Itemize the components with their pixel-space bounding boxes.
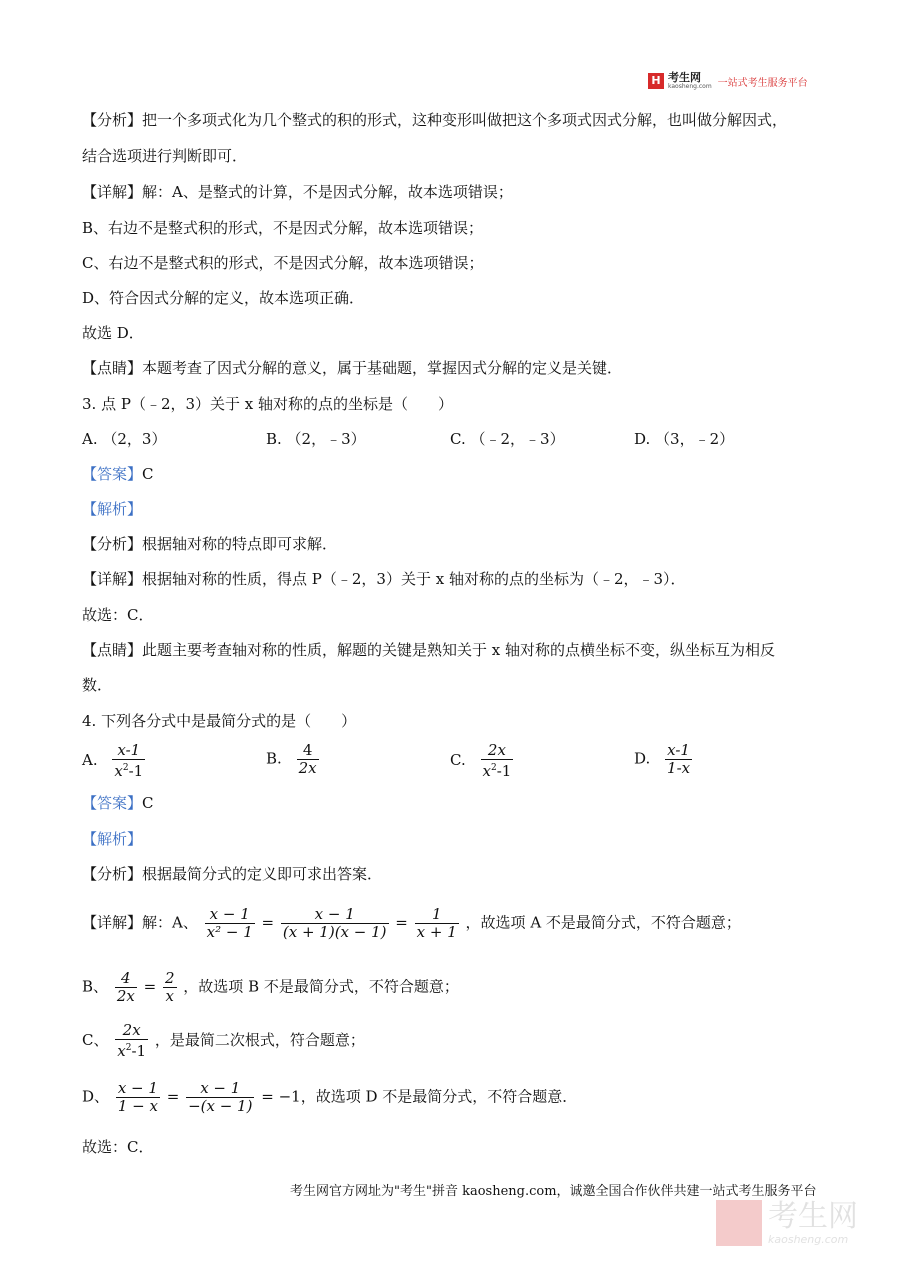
q4-option-a bbox=[82, 742, 147, 780]
q2-detail-c: C、右边不是整式积的形式，不是因式分解，故本选项错误； bbox=[82, 254, 484, 272]
watermark-name: 考生网 bbox=[768, 1198, 858, 1234]
q3-answer-label: 【答案】 bbox=[82, 465, 143, 483]
q3-answer bbox=[82, 464, 154, 484]
q2-choose: 故选 D． bbox=[82, 324, 144, 342]
q3-comment-cont: 数． bbox=[82, 676, 113, 694]
fraction: $\frac{x - 1}{1 - x}$ bbox=[117, 1079, 158, 1115]
q3-choose: 故选：C． bbox=[82, 606, 154, 624]
q4-detail-a: 【详解】解：A、 $\frac{x - 1}{\text{x² − 1}}$ = $\frac{x - 1}{(x + 1)(x - 1)}$ = $\frac{1}{x + 1}$ ，故选项 A 不是最简分式，不符合题意； bbox=[82, 905, 741, 941]
q4-option-c bbox=[450, 742, 515, 780]
q4-detail-d: D、 $\frac{x - 1}{1 - x}$ = $\frac{x - 1}{-(x - 1)}$ = −1，故选项 D 不是最简分式，不符合题意． bbox=[82, 1079, 578, 1115]
logo-slogan: 一站式考生服务平台 bbox=[717, 77, 808, 89]
q2-comment: 【点睛】本题考查了因式分解的意义，属于基础题，掌握因式分解的定义是关键． bbox=[82, 359, 623, 377]
q3-answer-value: C bbox=[142, 465, 154, 483]
q4-stem: 4. 下列各分式中是最简分式的是（ ） bbox=[82, 712, 357, 730]
detail-c-tail: ，是最简二次根式，符合题意； bbox=[154, 1031, 365, 1049]
fraction: $\frac{2}{x}$ bbox=[164, 969, 175, 1005]
q3-detail: 【详解】根据轴对称的性质，得点 P（﹣2，3）关于 x 轴对称的点的坐标为（﹣2，﹣3）． bbox=[82, 570, 686, 588]
q4-answer-label: 【答案】 bbox=[82, 794, 143, 812]
q2-detail-b: B、右边不是整式积的形式，不是因式分解，故本选项错误； bbox=[82, 219, 484, 237]
q4-answer-value: C bbox=[142, 794, 154, 812]
watermark-logo-icon bbox=[716, 1200, 762, 1246]
denominator: 2x bbox=[298, 759, 317, 777]
q3-option-d: D. （3，﹣2） bbox=[634, 430, 735, 448]
q3-stem: 3. 点 P（﹣2，3）关于 x 轴对称的点的坐标是（ ） bbox=[82, 395, 454, 413]
fraction: $\frac{2x}{x^2-1}$ bbox=[117, 1021, 147, 1060]
q2-analysis: 【分析】把一个多项式化为几个整式的积的形式，这种变形叫做把这个多项式因式分解，也叫做分解因式， bbox=[82, 111, 788, 129]
numerator: x-1 bbox=[112, 742, 145, 760]
detail-prefix: 【详解】解：A、 bbox=[82, 913, 198, 932]
q3-analysis: 【分析】根据轴对称的特点即可求解． bbox=[82, 535, 338, 553]
detail-b-tail: ，故选项 B 不是最简分式，不符合题意； bbox=[183, 977, 459, 996]
q4-option-c-fraction bbox=[481, 742, 514, 780]
denominator: $x^2-1$ bbox=[114, 762, 144, 780]
denominator: 1-x bbox=[667, 759, 691, 777]
q2-detail-a: 【详解】解：A、是整式的计算，不是因式分解，故本选项错误； bbox=[82, 183, 513, 201]
detail-a-tail: ，故选项 A 不是最简分式，不符合题意； bbox=[465, 913, 741, 932]
q3-option-b: B. （2，﹣3） bbox=[266, 430, 366, 448]
q4-option-c-label: C. bbox=[450, 751, 466, 769]
fraction: $\frac{x - 1}{\text{x² − 1}}$ bbox=[206, 905, 253, 941]
q2-detail-d: D、符合因式分解的定义，故本选项正确． bbox=[82, 289, 365, 307]
detail-d-tail: ，故选项 D 不是最简分式，不符合题意． bbox=[300, 1087, 578, 1106]
q4-detail-b: B、 $\frac{4}{2x}$ = $\frac{2}{x}$ ，故选项 B 不是最简分式，不符合题意； bbox=[82, 969, 459, 1005]
q4-analysis: 【分析】根据最简分式的定义即可求出答案． bbox=[82, 865, 383, 883]
q2-analysis-cont: 结合选项进行判断即可． bbox=[82, 147, 248, 165]
q3-comment: 【点睛】此题主要考查轴对称的性质，解题的关键是熟知关于 x 轴对称的点横坐标不变，纵坐标互为相反 bbox=[82, 641, 776, 659]
fraction: $\frac{x - 1}{(x + 1)(x - 1)}$ bbox=[282, 905, 387, 941]
q4-option-b-fraction bbox=[297, 742, 319, 777]
q4-option-b-label: B. bbox=[266, 749, 282, 768]
q4-option-a-fraction bbox=[112, 742, 145, 780]
q4-option-d-fraction bbox=[665, 742, 692, 777]
watermark bbox=[716, 1200, 858, 1246]
q4-detail-c: C、 $\frac{2x}{x^2-1}$ ，是最简二次根式，符合题意； bbox=[82, 1021, 365, 1060]
q3-option-c: C. （﹣2，﹣3） bbox=[450, 430, 565, 448]
q4-answer bbox=[82, 793, 154, 813]
fraction: $\frac{x - 1}{-(x - 1)}$ bbox=[188, 1079, 253, 1115]
q4-choose: 故选：C． bbox=[82, 1138, 154, 1156]
q4-option-a-label: A. bbox=[82, 751, 98, 769]
q4-option-d-label: D. bbox=[634, 749, 651, 768]
q4-option-d bbox=[634, 742, 694, 777]
numerator: 2x bbox=[481, 742, 514, 760]
q3-option-a: A. （2，3） bbox=[82, 430, 167, 448]
logo-domain: kaosheng.com bbox=[668, 83, 712, 90]
q3-jiexi: 【解析】 bbox=[82, 500, 143, 518]
header-logo bbox=[648, 72, 808, 90]
logo-name: 考生网 bbox=[668, 71, 701, 84]
footer-text: 考生网官方网址为"考生"拼音 kaosheng.com，诚邀全国合作伙伴共建一站式考生服务平台 bbox=[290, 1184, 817, 1199]
fraction: $\frac{4}{2x}$ bbox=[116, 969, 135, 1005]
q4-option-b bbox=[266, 742, 321, 777]
q4-jiexi: 【解析】 bbox=[82, 830, 143, 848]
logo-icon: H bbox=[648, 73, 664, 89]
fraction: $\frac{1}{x + 1}$ bbox=[416, 905, 457, 941]
denominator: $x^2-1$ bbox=[482, 762, 512, 780]
numerator: x-1 bbox=[665, 742, 692, 760]
numerator: 4 bbox=[297, 742, 319, 760]
watermark-domain: kaosheng.com bbox=[768, 1232, 849, 1246]
